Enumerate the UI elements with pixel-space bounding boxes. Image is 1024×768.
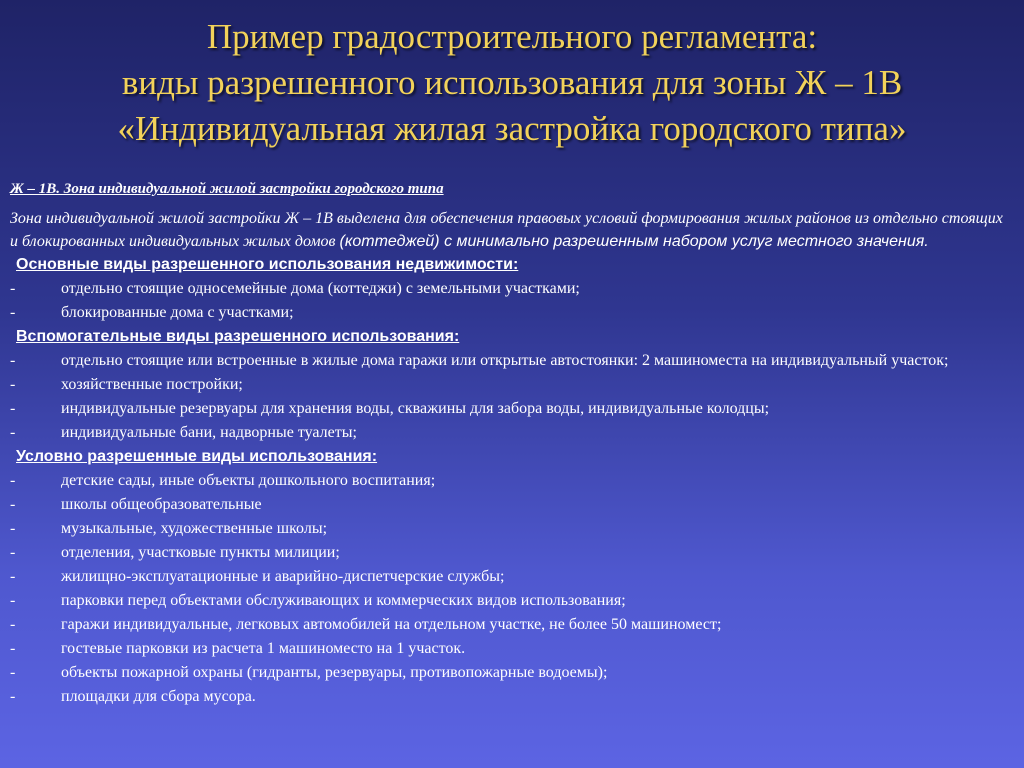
list-auxiliary <box>10 349 1010 445</box>
list-item <box>10 277 1010 301</box>
list-item-text: гостевые парковки из расчета 1 машиноместо на 1 участок. <box>61 640 466 657</box>
list-item-text: школы общеобразовательные <box>61 496 262 513</box>
list-item <box>10 493 1010 517</box>
list-item <box>10 637 1010 661</box>
slide-title <box>0 14 1024 152</box>
list-main <box>10 277 1010 325</box>
list-item-text: парковки перед объектами обслуживающих и коммерческих видов использования; <box>61 592 626 609</box>
slide-body <box>10 178 1010 709</box>
list-item <box>10 469 1010 493</box>
bullet-dash: - <box>10 400 16 417</box>
list-item-text: гаражи индивидуальные, легковых автомобилей на отдельном участке, не более 50 машиномест; <box>61 616 722 633</box>
list-item-text: музыкальные, художественные школы; <box>61 520 328 537</box>
bullet-dash: - <box>10 472 16 489</box>
list-item-text: блокированные дома с участками; <box>61 304 294 321</box>
bullet-dash: - <box>10 520 16 537</box>
list-item-text: жилищно-эксплуатационные и аварийно-диспетчерские службы; <box>61 568 505 585</box>
section-title-conditional: Условно разрешенные виды использования: <box>16 448 378 465</box>
bullet-dash: - <box>10 664 16 681</box>
list-item-text: отдельно стоящие односемейные дома (коттеджи) с земельными участками; <box>61 280 580 297</box>
bullet-dash: - <box>10 544 16 561</box>
intro-paragraph <box>10 207 1010 253</box>
list-item <box>10 397 1010 421</box>
list-item <box>10 589 1010 613</box>
list-item-text: индивидуальные бани, надворные туалеты; <box>61 424 357 441</box>
bullet-dash: - <box>10 568 16 585</box>
list-item <box>10 517 1010 541</box>
bullet-dash: - <box>10 496 16 513</box>
zone-heading: Ж – 1В. Зона индивидуальной жилой застройки городского типа <box>10 181 444 197</box>
list-item <box>10 541 1010 565</box>
list-item <box>10 685 1010 709</box>
list-item <box>10 613 1010 637</box>
bullet-dash: - <box>10 280 16 297</box>
list-item <box>10 421 1010 445</box>
list-item-text: отдельно стоящие или встроенные в жилые дома гаражи или открытые автостоянки: 2 машиноместа на индивидуальный участок; <box>61 352 949 369</box>
list-conditional <box>10 469 1010 709</box>
bullet-dash: - <box>10 616 16 633</box>
list-item <box>10 349 1010 373</box>
bullet-dash: - <box>10 640 16 657</box>
bullet-dash: - <box>10 304 16 321</box>
section-title-auxiliary: Вспомогательные виды разрешенного использования: <box>16 328 460 345</box>
list-item <box>10 301 1010 325</box>
list-item <box>10 661 1010 685</box>
bullet-dash: - <box>10 376 16 393</box>
list-item-text: хозяйственные постройки; <box>61 376 243 393</box>
bullet-dash: - <box>10 352 16 369</box>
list-item-text: отделения, участковые пункты милиции; <box>61 544 340 561</box>
intro-text-part-1: Зона индивидуальной жилой застройки Ж – 1В выделена для обеспечения правовых условий формирования жилых районов из отдельно стоящих и блокированных индивидуальных жилых домов <box>10 210 1003 250</box>
list-item-text: индивидуальные резервуары для хранения воды, скважины для забора воды, индивидуальные колодцы; <box>61 400 770 417</box>
list-item-text: объекты пожарной охраны (гидранты, резервуары, противопожарные водоемы); <box>61 664 608 681</box>
title-line-3: «Индивидуальная жилая застройка городского типа» <box>117 109 907 148</box>
list-item-text: детские сады, иные объекты дошкольного воспитания; <box>61 472 436 489</box>
list-item <box>10 565 1010 589</box>
list-item <box>10 373 1010 397</box>
section-title-main: Основные виды разрешенного использования недвижимости: <box>16 256 519 273</box>
bullet-dash: - <box>10 688 16 705</box>
bullet-dash: - <box>10 424 16 441</box>
list-item-text: площадки для сбора мусора. <box>61 688 256 705</box>
intro-text-part-2: (коттеджей) с минимально разрешенным набором услуг местного значения. <box>339 233 929 250</box>
bullet-dash: - <box>10 592 16 609</box>
title-line-1: Пример градостроительного регламента: <box>206 17 818 56</box>
title-line-2: виды разрешенного использования для зоны Ж – 1В <box>121 63 903 102</box>
